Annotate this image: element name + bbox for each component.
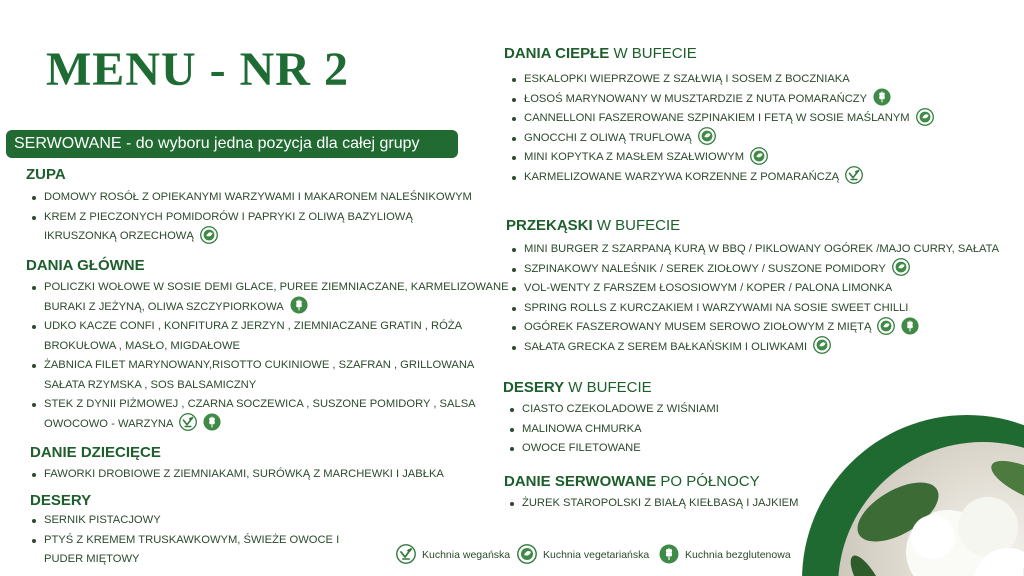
list-item: MINI BURGER Z SZARPANĄ KURĄ W BBQ / PIKLOWANY OGÓREK /MAJO CURRY, SAŁATA (510, 240, 999, 260)
list-item: CANNELLONI FASZEROWANE SZPINAKIEM I FETĄ W SOSIE MAŚLANYM (510, 109, 934, 129)
list-item: ŻABNICA FILET MARYNOWANY,RISOTTO CUKINIOWE , SZAFRAN , GRILLOWANA SAŁATA RZYMSKA , SOS BALSAMICZNY (30, 356, 509, 395)
desery-list (30, 511, 339, 570)
gluten-free-icon (290, 296, 308, 314)
list-item: DOMOWY ROSÓŁ Z OPIEKANYMI WARZYWAMI I MAKARONEM NALEŚNIKOWYM (30, 188, 472, 208)
list-item: SZPINAKOWY NALEŚNIK / SEREK ZIOŁOWY / SUSZONE POMIDORY (510, 260, 999, 280)
section-desery-bufet-heading: DESERY W BUFECIE (503, 379, 652, 396)
gluten-free-icon (659, 544, 679, 564)
list-item: KARMELIZOWANE WARZYWA KORZENNE Z POMARAŃCZĄ (510, 168, 934, 188)
vegetarian-icon (698, 127, 716, 145)
danie-dzieciece-list (30, 465, 444, 485)
list-item: UDKO KACZE CONFI , KONFITURA Z JERZYN , ZIEMNIACZANE GRATIN , RÓŻA BROKUŁOWA , MASŁO, MIGDAŁOWE (30, 317, 509, 356)
section-przekaski-heading: PRZEKĄSKI W BUFECIE (506, 217, 681, 234)
list-item: ŻUREK STAROPOLSKI Z BIAŁĄ KIEŁBASĄ I JAJKIEM (508, 494, 798, 514)
vegan-icon (179, 413, 197, 431)
vegetarian-icon (892, 258, 910, 276)
list-item: PTYŚ Z KREMEM TRUSKAWKOWYM, ŚWIEŻE OWOCE I PUDER MIĘTOWY (30, 531, 339, 570)
po-polnocy-list (508, 494, 798, 514)
list-item: KREM Z PIECZONYCH POMIDORÓW I PAPRYKI Z OLIWĄ BAZYLIOWĄ IKRUSZONKĄ ORZECHOWĄ (30, 208, 472, 247)
gluten-free-icon (203, 413, 221, 431)
vegetarian-icon (916, 108, 934, 126)
list-item: POLICZKI WOŁOWE W SOSIE DEMI GLACE, PUREE ZIEMNIACZANE, KARMELIZOWANE BURAKI Z JEŻYNĄ, OLIWA SZCZYPIORKOWA (30, 278, 509, 317)
served-banner: SERWOWANE - do wyboru jedna pozycja dla całej grupy (6, 130, 458, 158)
vegetarian-icon (517, 544, 537, 564)
list-item: ESKALOPKI WIEPRZOWE Z SZAŁWIĄ I SOSEM Z BOCZNIAKA (510, 70, 934, 90)
section-dania-cieple-heading: DANIA CIEPŁE W BUFECIE (504, 45, 697, 62)
vegan-icon (396, 544, 416, 564)
list-item: CIASTO CZEKOLADOWE Z WIŚNIAMI (508, 400, 719, 420)
list-item: ŁOSOŚ MARYNOWANY W MUSZTARDZIE Z NUTA POMARAŃCZY (510, 90, 934, 110)
list-item: MALINOWA CHMURKA (508, 420, 719, 440)
section-po-polnocy-heading: DANIE SERWOWANE PO PÓŁNOCY (504, 473, 760, 490)
vegetarian-icon (877, 317, 895, 335)
dania-glowne-list (30, 278, 509, 434)
vegetarian-icon (200, 226, 218, 244)
legend-gluten-free: Kuchnia bezglutenowa (659, 544, 791, 566)
legend-vegetarian: Kuchnia vegetariańska (517, 544, 649, 566)
section-danie-dzieciece-heading: DANIE DZIECIĘCE (30, 444, 161, 461)
vegetarian-icon (750, 147, 768, 165)
list-item: FAWORKI DROBIOWE Z ZIEMNIAKAMI, SURÓWKĄ Z MARCHEWKI I JABŁKA (30, 465, 444, 485)
list-item: SERNIK PISTACJOWY (30, 511, 339, 531)
section-desery-heading: DESERY (30, 492, 92, 509)
zupa-list (30, 188, 472, 247)
desery-bufet-list (508, 400, 719, 459)
list-item: OGÓREK FASZEROWANY MUSEM SEROWO ZIOŁOWYM Z MIĘTĄ (510, 318, 999, 338)
list-item: SPRING ROLLS Z KURCZAKIEM I WARZYWAMI NA SOSIE SWEET CHILLI (510, 299, 999, 319)
section-zupa-heading: ZUPA (26, 166, 66, 183)
list-item: VOL-WENTY Z FARSZEM ŁOSOSIOWYM / KOPER / PALONA LIMONKA (510, 279, 999, 299)
vegan-icon (845, 166, 863, 184)
gluten-free-icon (873, 88, 891, 106)
list-item: SAŁATA GRECKA Z SEREM BAŁKAŃSKIM I OLIWKAMI (510, 338, 999, 358)
list-item: MINI KOPYTKA Z MASŁEM SZAŁWIOWYM (510, 148, 934, 168)
gluten-free-icon (901, 317, 919, 335)
list-item: OWOCE FILETOWANE (508, 439, 719, 459)
legend-vegan: Kuchnia wegańska (396, 544, 510, 566)
przekaski-list (510, 240, 999, 357)
menu-title: MENU - NR 2 (46, 43, 349, 96)
vegetarian-icon (813, 336, 831, 354)
dania-cieple-list (510, 70, 934, 187)
list-item: GNOCCHI Z OLIWĄ TRUFLOWĄ (510, 129, 934, 149)
section-dania-glowne-heading: DANIA GŁÓWNE (26, 257, 145, 274)
list-item: STEK Z DYNII PIŻMOWEJ , CZARNA SOCZEWICA , SUSZONE POMIDORY , SALSA OWOCOWO - WARZYNA (30, 395, 509, 434)
